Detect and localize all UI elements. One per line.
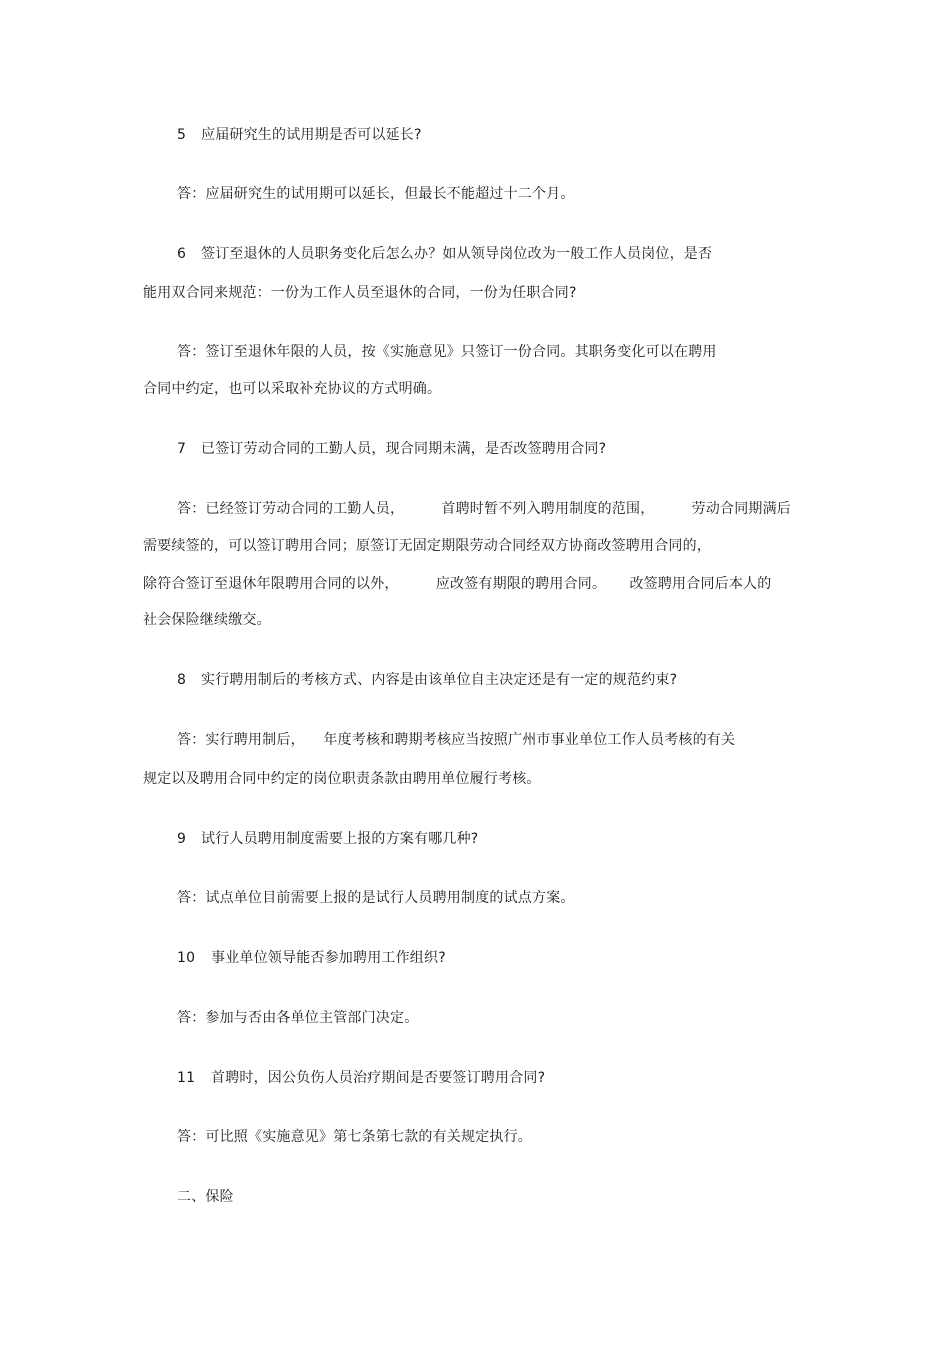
question-text: 试行人员聘用制度需要上报的方案有哪几种? xyxy=(201,831,479,847)
question-11 xyxy=(177,1068,545,1088)
section-heading: 二、保险 xyxy=(177,1189,234,1205)
question-text: 实行聘用制后的考核方式、内容是由该单位自主决定还是有一定的规范约束? xyxy=(201,672,678,688)
question-text: 签订至退休的人员职务变化后怎么办？如从领导岗位改为一般工作人员岗位，是否 xyxy=(201,246,713,262)
answer-7-line-2: 需要续签的，可以签订聘用合同；原签订无固定期限劳动合同经双方协商改签聘用合同的， xyxy=(143,538,711,554)
question-text: 已签订劳动合同的工勤人员，现合同期未满，是否改签聘用合同? xyxy=(201,441,607,457)
question-text: 首聘时，因公负伤人员治疗期间是否要签订聘用合同? xyxy=(211,1070,546,1086)
question-6-line-2: 能用双合同来规范：一份为工作人员至退休的合同，一份为任职合同? xyxy=(143,285,577,301)
question-8 xyxy=(177,670,677,690)
answer-5: 答：应届研究生的试用期可以延长，但最长不能超过十二个月。 xyxy=(177,186,575,202)
question-number: 5 xyxy=(177,127,187,143)
question-number: 6 xyxy=(177,246,187,262)
answer-11: 答：可比照《实施意见》第七条第七款的有关规定执行。 xyxy=(177,1129,532,1145)
answer-7-line-1: 答：已经签订劳动合同的工勤人员， 首聘时暂不列入聘用制度的范围， 劳动合同期满后 xyxy=(177,501,792,517)
question-text: 应届研究生的试用期是否可以延长? xyxy=(201,127,422,143)
answer-7-line-3: 除符合签订至退休年限聘用合同的以外， 应改签有期限的聘用合同。 改签聘用合同后本人的 xyxy=(143,576,772,592)
question-6-line-1 xyxy=(177,244,712,264)
question-number: 10 xyxy=(177,950,196,966)
question-5 xyxy=(177,125,422,145)
question-7 xyxy=(177,439,606,459)
question-9 xyxy=(177,829,478,849)
answer-10: 答：参加与否由各单位主管部门决定。 xyxy=(177,1010,419,1026)
question-number: 9 xyxy=(177,831,187,847)
answer-6-line-2: 合同中约定，也可以采取补充协议的方式明确。 xyxy=(143,381,442,397)
answer-7-line-4: 社会保险继续缴交。 xyxy=(143,612,271,628)
answer-8-line-2: 规定以及聘用合同中约定的岗位职责条款由聘用单位履行考核。 xyxy=(143,771,541,787)
answer-8-line-1: 答：实行聘用制后， 年度考核和聘期考核应当按照广州市事业单位工作人员考核的有关 xyxy=(177,732,736,748)
question-10 xyxy=(177,948,446,968)
question-text: 事业单位领导能否参加聘用工作组织? xyxy=(211,950,446,966)
question-number: 8 xyxy=(177,672,187,688)
question-number: 11 xyxy=(177,1070,196,1086)
answer-9: 答：试点单位目前需要上报的是试行人员聘用制度的试点方案。 xyxy=(177,890,575,906)
answer-6-line-1: 答：签订至退休年限的人员，按《实施意见》只签订一份合同。其职务变化可以在聘用 xyxy=(177,344,717,360)
question-number: 7 xyxy=(177,441,187,457)
